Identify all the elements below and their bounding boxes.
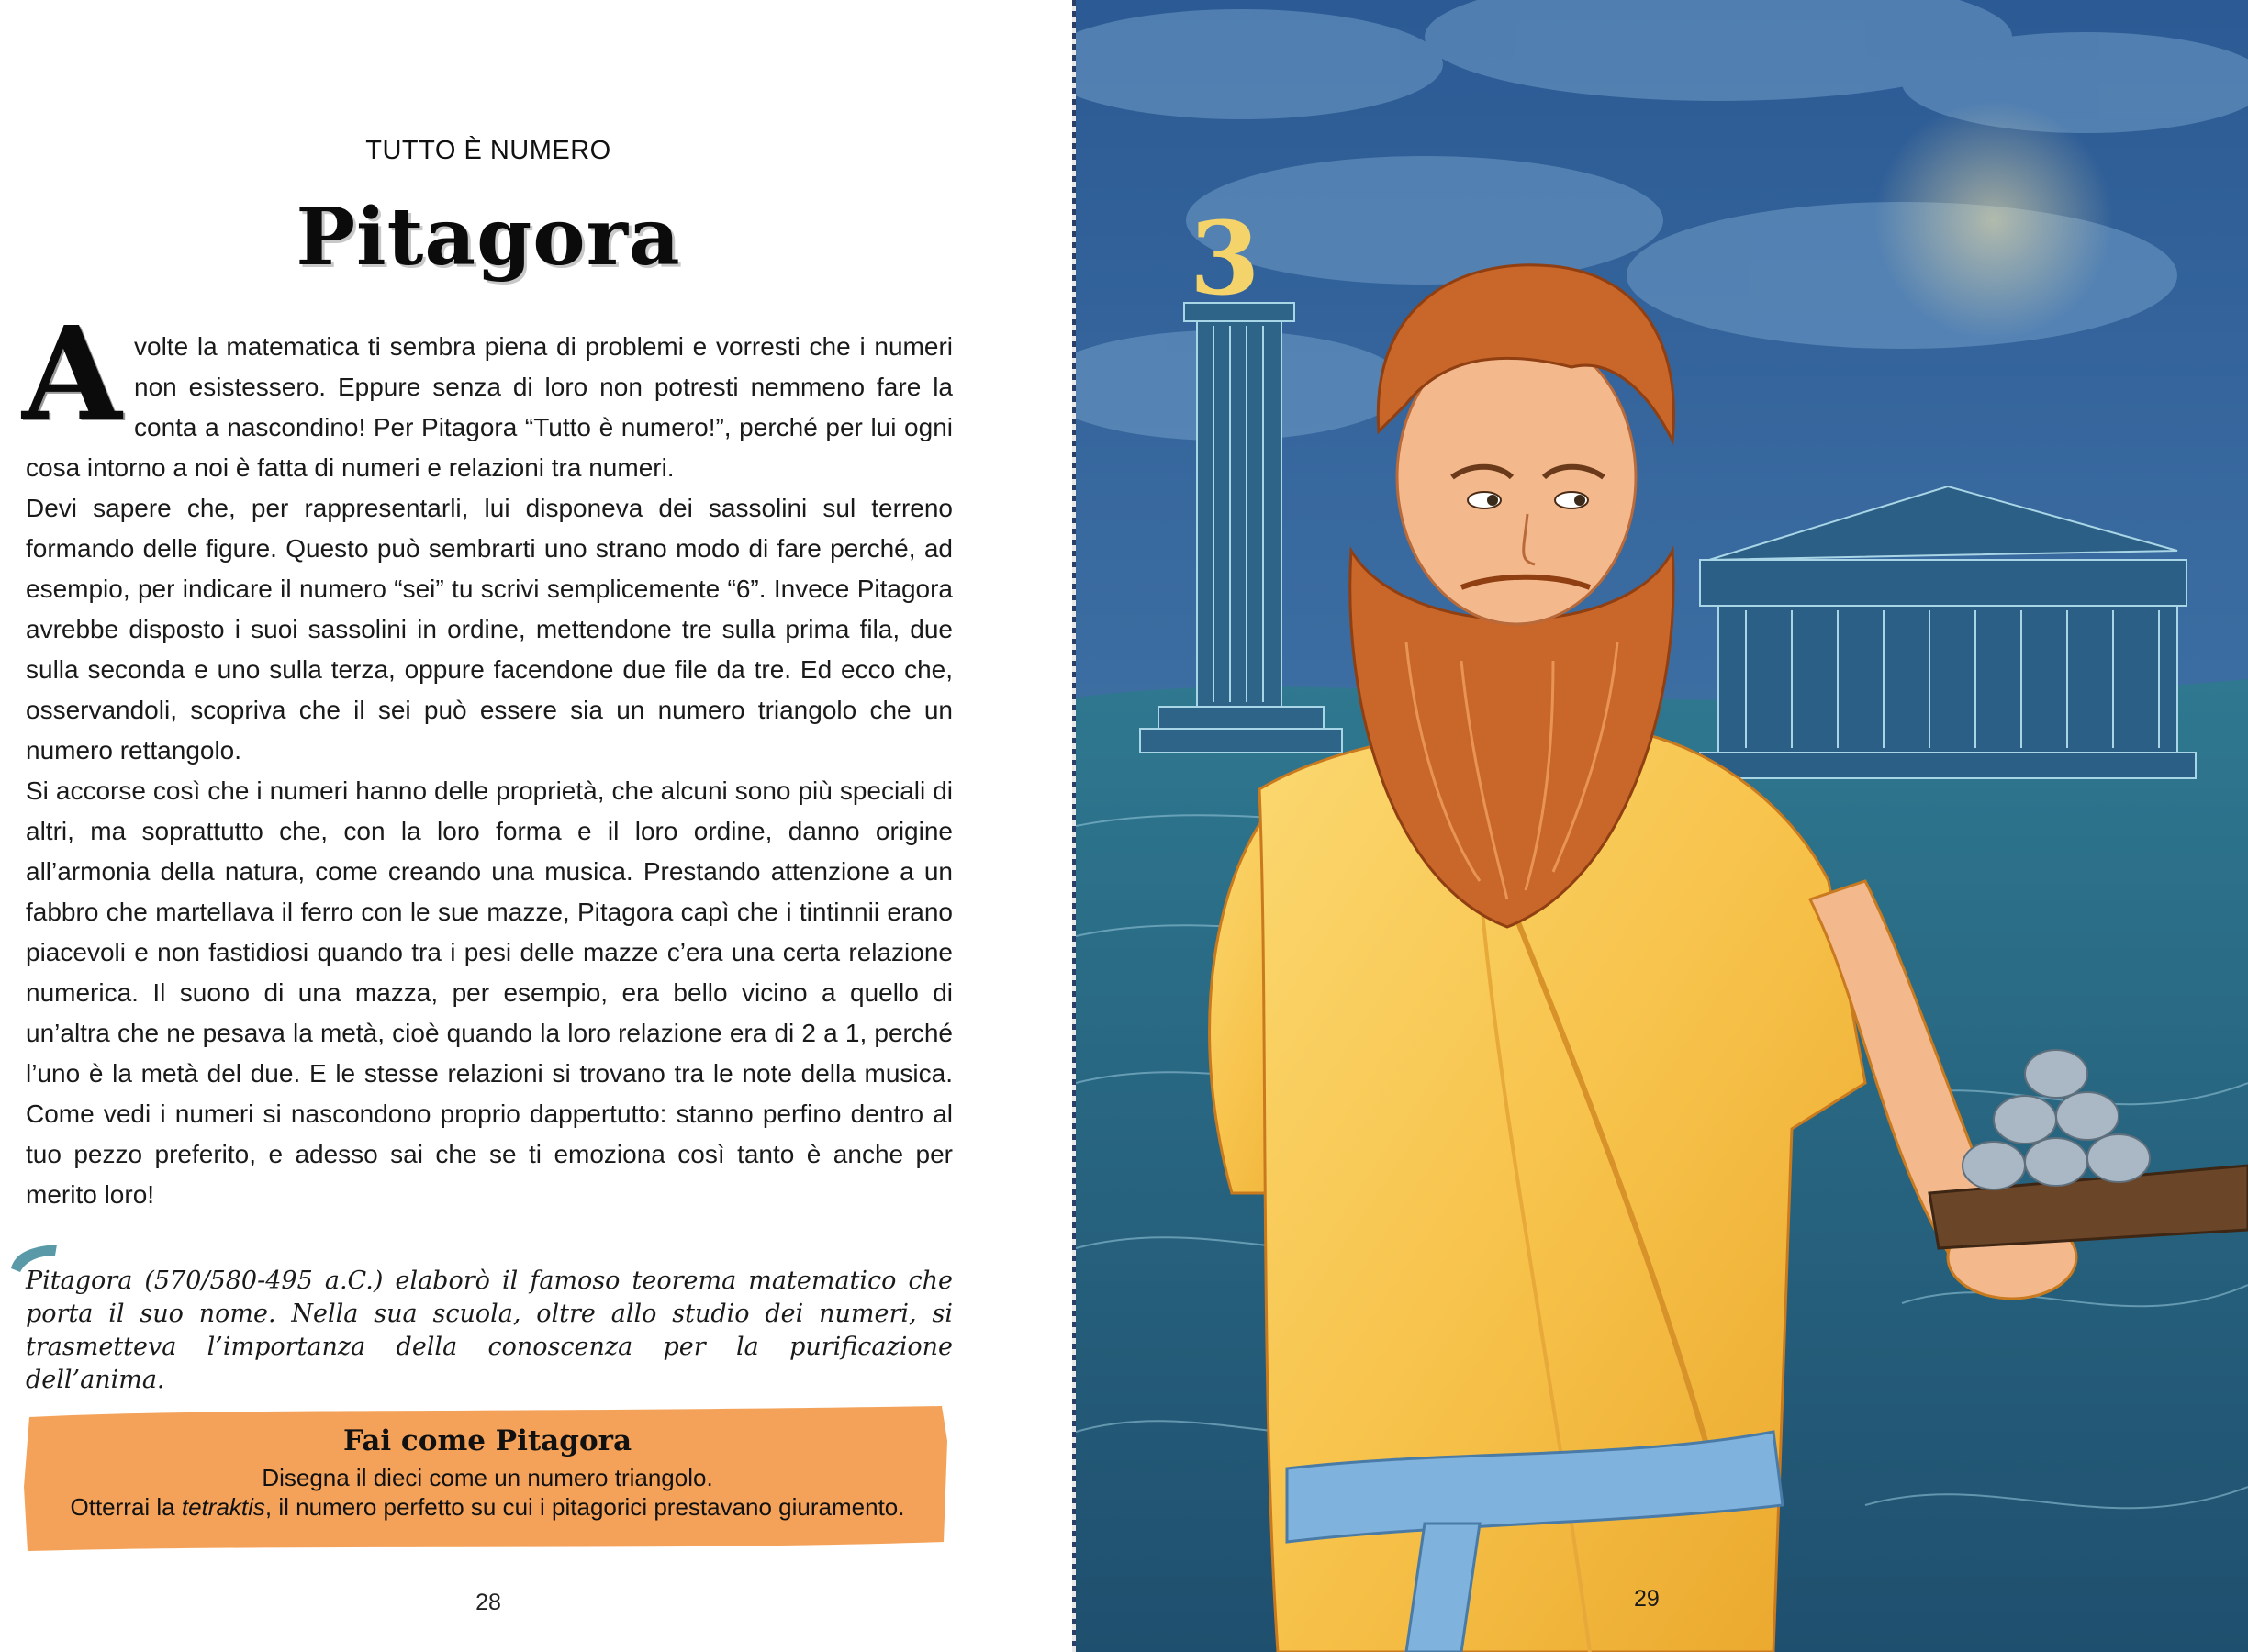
drop-cap: A <box>22 299 122 450</box>
crescent-moon-icon <box>1874 101 2113 340</box>
right-page <box>1076 0 2248 1652</box>
paragraph: volte la matematica ti sembra piena di problemi e vorresti che i numeri non esistessero. Eppure senza di loro non potresti nemmeno fare la conta a nascondino! Per Pitagora “Tutto è numero!”, perché per lui ogni cosa intorno a noi è fatta di numeri e relazioni tra numeri. <box>26 332 953 482</box>
column-numeral: 3 <box>1190 199 1260 318</box>
activity-content <box>24 1424 951 1522</box>
activity-title: Fai come Pitagora <box>342 1424 632 1457</box>
pythagoras-illustration <box>1076 0 2248 1652</box>
page-title: Pitagora <box>296 191 681 284</box>
paragraph: Devi sapere che, per rappresentarli, lui disponeva dei sassolini sul terreno formando delle figure. Questo può sembrarti uno strano modo di fare perché, ad esempio, per indicare il numero “sei” tu scrivi semplicemente “6”. Invece Pitagora avrebbe disposto i suoi sassolini in ordine, mettendone tre sulla prima fila, due sulla seconda e uno sulla terza, oppure facendone due file da tre. Ed ecco che, osservandoli, scopriva che il sei può essere sia un numero triangolo che un numero rettangolo. <box>26 494 953 765</box>
activity-instruction-2: Otterrai la tetraktis, il numero perfetto su cui i pitagorici prestavano giuramento. <box>70 1493 905 1521</box>
left-page <box>0 0 1076 1652</box>
page-number-left: 28 <box>475 1590 501 1615</box>
activity-instruction: Disegna il dieci come un numero triangolo. <box>262 1464 713 1491</box>
biography-note: Pitagora (570/580-495 a.C.) elaborò il famoso teorema matematico che porta il suo nome. Nella sua scuola, oltre allo studio dei numeri, si trasmetteva l’importanza della conoscenza per la purificazione dell’anima. <box>26 1267 953 1394</box>
activity-box <box>24 1404 951 1551</box>
section-label: TUTTO È NUMERO <box>365 136 611 165</box>
body-text <box>26 327 953 1215</box>
page-number-right: 29 <box>1634 1586 1660 1612</box>
paragraph: Si accorse così che i numeri hanno delle proprietà, che alcuni sono più speciali di altri, ma soprattutto che, con la loro forma e il loro ordine, danno origine all’armonia della natura, come creando una musica. Prestando attenzione a un fabbro che martellava il ferro con le sue mazze, Pitagora capì che i tintinnii erano piacevoli e non fastidiosi quando tra i pesi delle mazze c’era una certa relazione numerica. Il suono di una mazza, per esempio, era bello vicino a quello di un’altra che ne pesava la metà, cioè quando la loro relazione era di 2 a 1, perché l’uno è la metà del due. E le stesse relazioni si trovano tra le note della musica. Come vedi i numeri si nascondono proprio dappertutto: stanno perfino dentro al tuo pezzo preferito, e adesso sai che se ti emoziona così tanto è anche per merito loro! <box>26 776 953 1209</box>
